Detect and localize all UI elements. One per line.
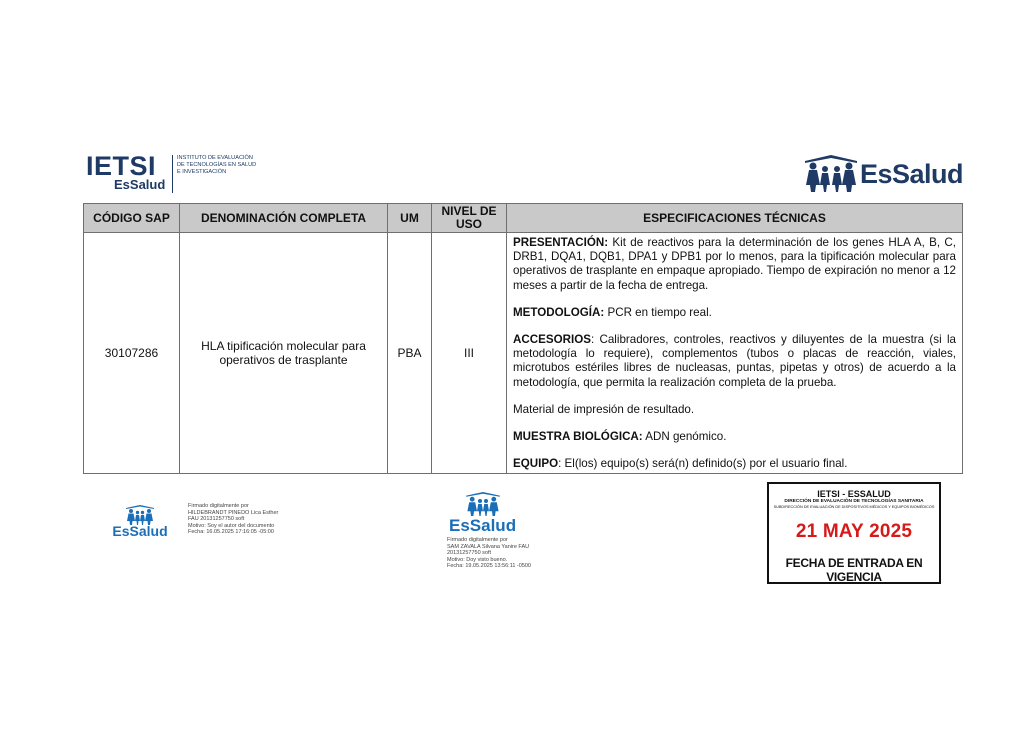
- stamp-label: FECHA DE ENTRADA EN VIGENCIA: [785, 556, 923, 584]
- ietsi-logo-sub: EsSalud: [114, 177, 166, 192]
- spec-equipo-text: : El(los) equipo(s) será(n) definido(s) por el usuario final.: [558, 457, 848, 471]
- spec-muestra: [513, 430, 956, 444]
- signature-middle-logo-word: EsSalud: [449, 516, 517, 535]
- cell-especificaciones: [507, 233, 963, 474]
- spec-accesorios-text: : Calibradores, controles, reactivos y diluyentes de la muestra (si la metodología lo requiere), complementos (tubos o placas de reacción, viales, microtubos estériles libres de nucleasas, puntas, pipetas y otros) de acuerdo a la metodología, que permita la realización completa de la prueba.: [513, 333, 956, 389]
- stamp-date: 21 MAY 2025: [795, 521, 913, 542]
- header-nivel-uso: NIVEL DE USO: [432, 204, 507, 233]
- ietsi-logo-acronym: IETSI: [86, 151, 157, 181]
- spec-equipo-label: EQUIPO: [513, 457, 559, 471]
- spec-material: Material de impresión de resultado.: [513, 402, 695, 416]
- essalud-logo: [803, 155, 963, 195]
- signature-left-line: HILDEBRANDT PINEDO Lica Esther: [188, 509, 279, 516]
- signature-middle-line: Firmado digitalmente por: [447, 537, 508, 543]
- spec-metodologia: [513, 306, 956, 320]
- signature-left-text: [188, 503, 298, 536]
- table-row: [84, 233, 963, 474]
- spec-presentacion-label: PRESENTACIÓN:: [513, 236, 609, 249]
- spec-accesorios: [513, 333, 956, 390]
- header-denominacion: DENOMINACIÓN COMPLETA: [180, 204, 388, 233]
- signature-middle-line: Motivo: Doy visto bueno.: [447, 556, 508, 563]
- header-especificaciones: ESPECIFICACIONES TÉCNICAS: [507, 204, 963, 233]
- header-codigo-sap: CÓDIGO SAP: [84, 204, 180, 233]
- family-icon: [463, 492, 503, 516]
- spec-presentacion: [513, 236, 956, 293]
- essalud-logo-word: EsSalud: [860, 159, 964, 189]
- spec-metodologia-label: METODOLOGÍA:: [513, 305, 605, 319]
- signature-left-line: Firmado digitalmente por: [188, 503, 249, 509]
- family-icon: [125, 505, 155, 525]
- signature-left-line: Fecha: 16.05.2025 17:16:05 -05:00: [188, 529, 274, 535]
- cell-um: PBA: [388, 233, 432, 474]
- table-header-row: [84, 204, 963, 233]
- family-icon: [803, 155, 859, 193]
- signature-middle-line: Fecha: 19.05.2025 13:56:11 -0500: [447, 563, 531, 569]
- specifications-table: [83, 203, 963, 474]
- cell-denominacion: HLA tipificación molecular para operativos de trasplante: [180, 233, 388, 474]
- validity-stamp: [767, 482, 941, 584]
- spec-muestra-label: MUESTRA BIOLÓGICA:: [513, 430, 643, 444]
- signature-middle-text: [447, 537, 547, 570]
- signature-left-logo-word: EsSalud: [112, 523, 168, 539]
- ietsi-logo-institute: INSTITUTO DE EVALUACIÓN DE TECNOLOGÍAS EN SALUD E INVESTIGACIÓN: [177, 155, 257, 175]
- spec-metodologia-text: PCR en tiempo real.: [604, 305, 712, 319]
- signature-left-line: Motivo: Soy el autor del documento: [188, 522, 275, 529]
- signature-left-line: FAU 20131257750 soft: [188, 516, 245, 522]
- spec-accesorios-label: ACCESORIOS: [513, 333, 591, 347]
- spec-presentacion-text: Kit de reactivos para la determinación de los genes HLA A, B, C, DRB1, DQA1, DQB1, DPA1 y DPB1 por lo menos, para la tipificación molecular para operativos de trasplante en empaque apropiado. Tiempo de expiración no menor a 12 meses a partir de la fecha de entrega.: [513, 236, 956, 292]
- stamp-subdirection: SUBDIRECCIÓN DE EVALUACIÓN DE DISPOSITIVOS MÉDICOS Y EQUIPOS BIOMÉDICOS: [773, 505, 935, 509]
- stamp-direction: DIRECCIÓN DE EVALUACIÓN DE TECNOLOGÍAS SANITARIA: [784, 499, 924, 504]
- signature-middle-line: 20131257750 soft: [447, 550, 492, 556]
- spec-equipo: [513, 457, 956, 471]
- header-um: UM: [388, 204, 432, 233]
- ietsi-logo: [86, 151, 257, 194]
- cell-nivel-uso: III: [432, 233, 507, 474]
- spec-muestra-text: ADN genómico.: [642, 430, 727, 444]
- signature-left-logo: [110, 505, 170, 545]
- cell-codigo-sap: 30107286: [84, 233, 180, 474]
- ietsi-logo-divider: [172, 155, 173, 193]
- signature-middle-logo: [447, 492, 522, 538]
- signature-middle-line: SAM ZAVALA Silvana Yanire FAU: [447, 543, 530, 550]
- stamp-org: IETSI - ESSALUD: [817, 489, 891, 499]
